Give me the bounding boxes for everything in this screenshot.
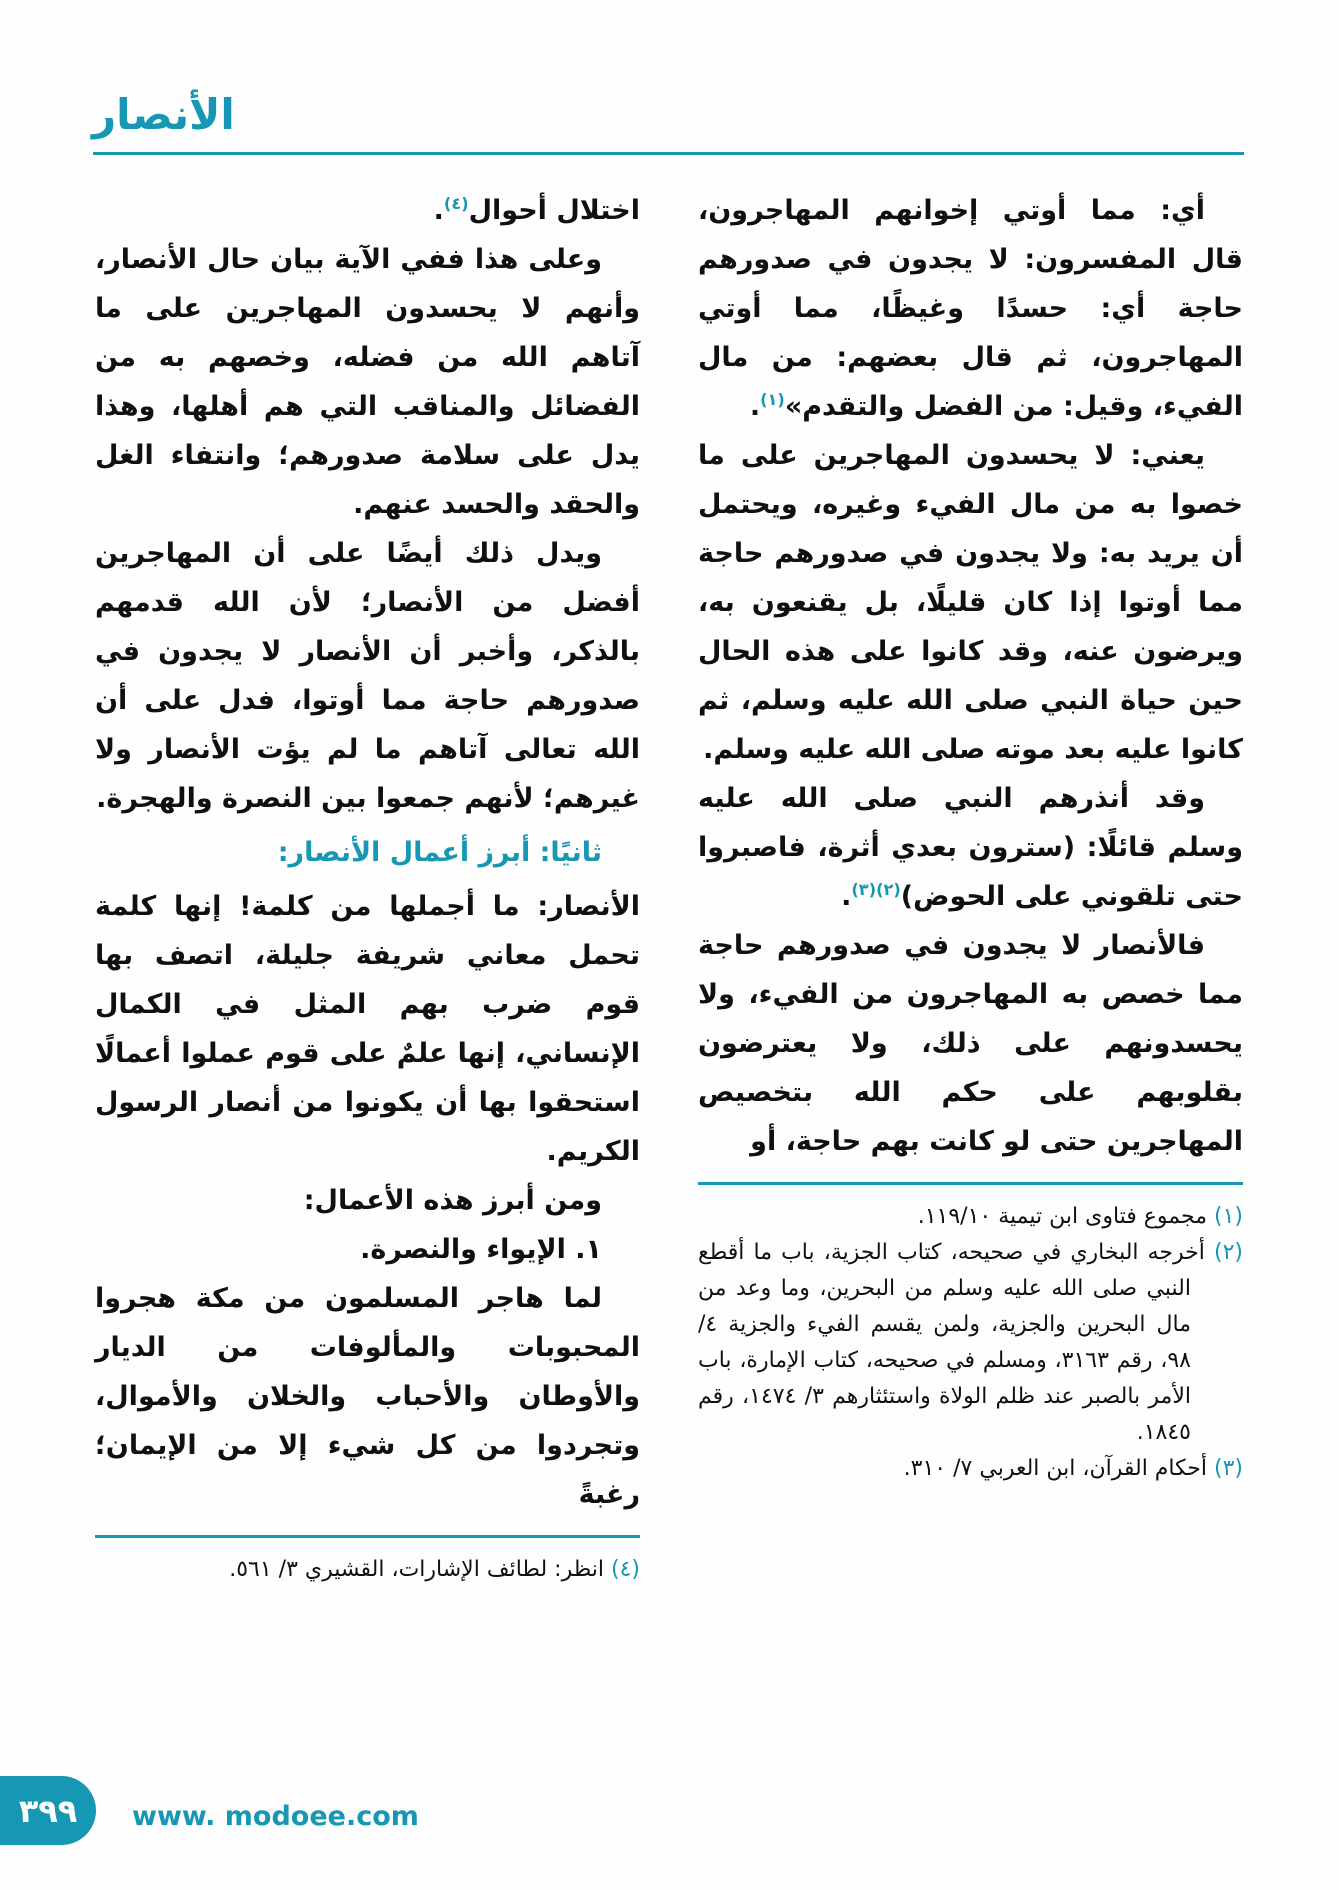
page-number: ٣٩٩ [18,1791,78,1830]
column-left [95,186,640,1588]
footnote-divider [95,1535,640,1538]
paragraph [95,1225,640,1274]
paragraph [95,1274,640,1519]
text-run: . [749,391,761,422]
footnote: (٢) أخرجه البخاري في صحيحه، كتاب الجزية، باب ما أقطع النبي صلى الله عليه وسلم من البحرين، وما وعد من مال البحرين والجزية، ولمن يقسم الفيء والجزية ٤/ ٩٨، رقم ٣١٦٣، ومسلم في صحيحه، كتاب الإمارة، باب الأمر بالصبر عند ظلم الولاة واستئثارهم ٣/ ١٤٧٤، رقم ١٨٤٥. [698,1240,1243,1445]
footnote-ref: (٢) [876,880,901,899]
footnote-list [95,1552,640,1588]
text-columns [95,186,1243,1588]
text-run: اختلال أحوال [468,195,640,226]
text-run: فالأنصار لا يجدون في صدورهم حاجة مما خصص به المهاجرون من الفيء، ولا يحسدونهم على ذلك، ولا يعترضون بقلوبهم على حكم الله بتخصيص المهاجرين حتى لو كانت بهم حاجة، أو [698,930,1243,1157]
footnote-marker: (١) [1213,1204,1243,1229]
paragraph [95,186,640,235]
text-run: وقد أنذرهم النبي صلى الله عليه وسلم [698,783,1243,863]
text-run: يعني: لا يحسدون المهاجرين على ما خصوا به من مال الفيء وغيره، ويحتمل أن يريد به: ولا يجدون في صدورهم حاجة مما أوتوا إذا كان قليلًا، بل يقنعون به، ويرضون عنه، وقد كانوا على هذه الحال حين حياة النبي صلى الله عليه وسلم، ثم كانوا عليه بعد موته صلى الله عليه وسلم. [698,440,1243,765]
paragraph [95,235,640,529]
column-left-body [95,186,640,1519]
text-run: ومن أبرز هذه الأعمال: [303,1185,602,1216]
paragraph [698,921,1243,1166]
text-run: . [841,881,852,912]
footnote-marker: (٢) [1213,1240,1243,1265]
column-left-footnotes [95,1535,640,1588]
text-run: . [433,195,444,226]
text-run: وعلى هذا ففي الآية بيان حال الأنصار، وأنهم لا يحسدون المهاجرين على ما آتاهم الله من فضله، وخصهم به من الفضائل والمناقب التي هم أهلها، وهذا يدل على سلامة صدورهم؛ وانتفاء الغل والحقد والحسد عنهم. [95,244,640,520]
footnote-marker: (٤) [610,1557,640,1582]
footnote-ref: (٣) [851,880,877,899]
column-right-footnotes [698,1182,1243,1487]
paragraph [95,1176,640,1225]
column-right-body [698,186,1243,1166]
text-run: ١. الإيواء والنصرة. [360,1234,602,1265]
text-run: ثانيًا: أبرز أعمال الأنصار: [277,837,602,868]
text-run: لما هاجر المسلمون من مكة هجروا المحبوبات والمألوفات من الديار والأوطان والأحباب والخلان والأموال، وتجردوا من كل شيء إلا من الإيمان؛ رغبةً [95,1283,640,1510]
column-right [698,186,1243,1588]
header-divider [93,152,1244,155]
text-run: أي: مما أوتي إخوانهم المهاجرون، قال المفسرون: لا يجدون في صدورهم حاجة أي: حسدًا وغيظًا، مما أوتي المهاجرون، ثم قال بعضهم: من مال الفيء، وقيل: من الفضل والتقدم» [698,195,1243,422]
text-run: الأنصار: ما أجملها من كلمة! إنها كلمة تحمل معاني شريفة جليلة، اتصف بها قوم ضرب بهم المثل في الكمال الإنساني، إنها علمٌ على قوم عملوا أعمالًا استحقوا بها أن يكونوا من أنصار الرسول الكريم. [95,891,640,1167]
paragraph [95,529,640,823]
page-header-title: الأنصار [92,90,235,139]
text-run: ويدل ذلك أيضًا على أن المهاجرين أفضل من الأنصار؛ لأن الله قدمهم بالذكر، وأخبر أن الأنصار لا يجدون في صدورهم حاجة مما أوتوا، فدل على أن الله تعالى آتاهم ما لم يؤت الأنصار ولا غيرهم؛ لأنهم جمعوا بين النصرة والهجرة. [95,538,640,814]
footnote: (١) مجموع فتاوى ابن تيمية ١١٩/١٠. [917,1204,1243,1229]
footnote: (٣) أحكام القرآن، ابن العربي ٧/ ٣١٠. [903,1456,1243,1481]
section-heading [95,828,640,877]
text-run: قائلًا: (سترون بعدي أثرة، فاصبروا حتى تلقوني على الحوض) [698,832,1243,912]
footnote-ref: (٤) [443,194,469,213]
footnote-list [698,1199,1243,1487]
footnote-marker: (٣) [1213,1456,1243,1481]
footnote: (٤) انظر: لطائف الإشارات، القشيري ٣/ ٥٦١. [229,1557,640,1582]
footnote-ref: (١) [760,390,785,409]
paragraph [698,431,1243,774]
paragraph [698,774,1243,921]
website-url: www. modoee.com [132,1801,419,1832]
paragraph [95,882,640,1176]
footnote-divider [698,1182,1243,1185]
page-number-badge [0,1776,96,1845]
paragraph [698,186,1243,431]
